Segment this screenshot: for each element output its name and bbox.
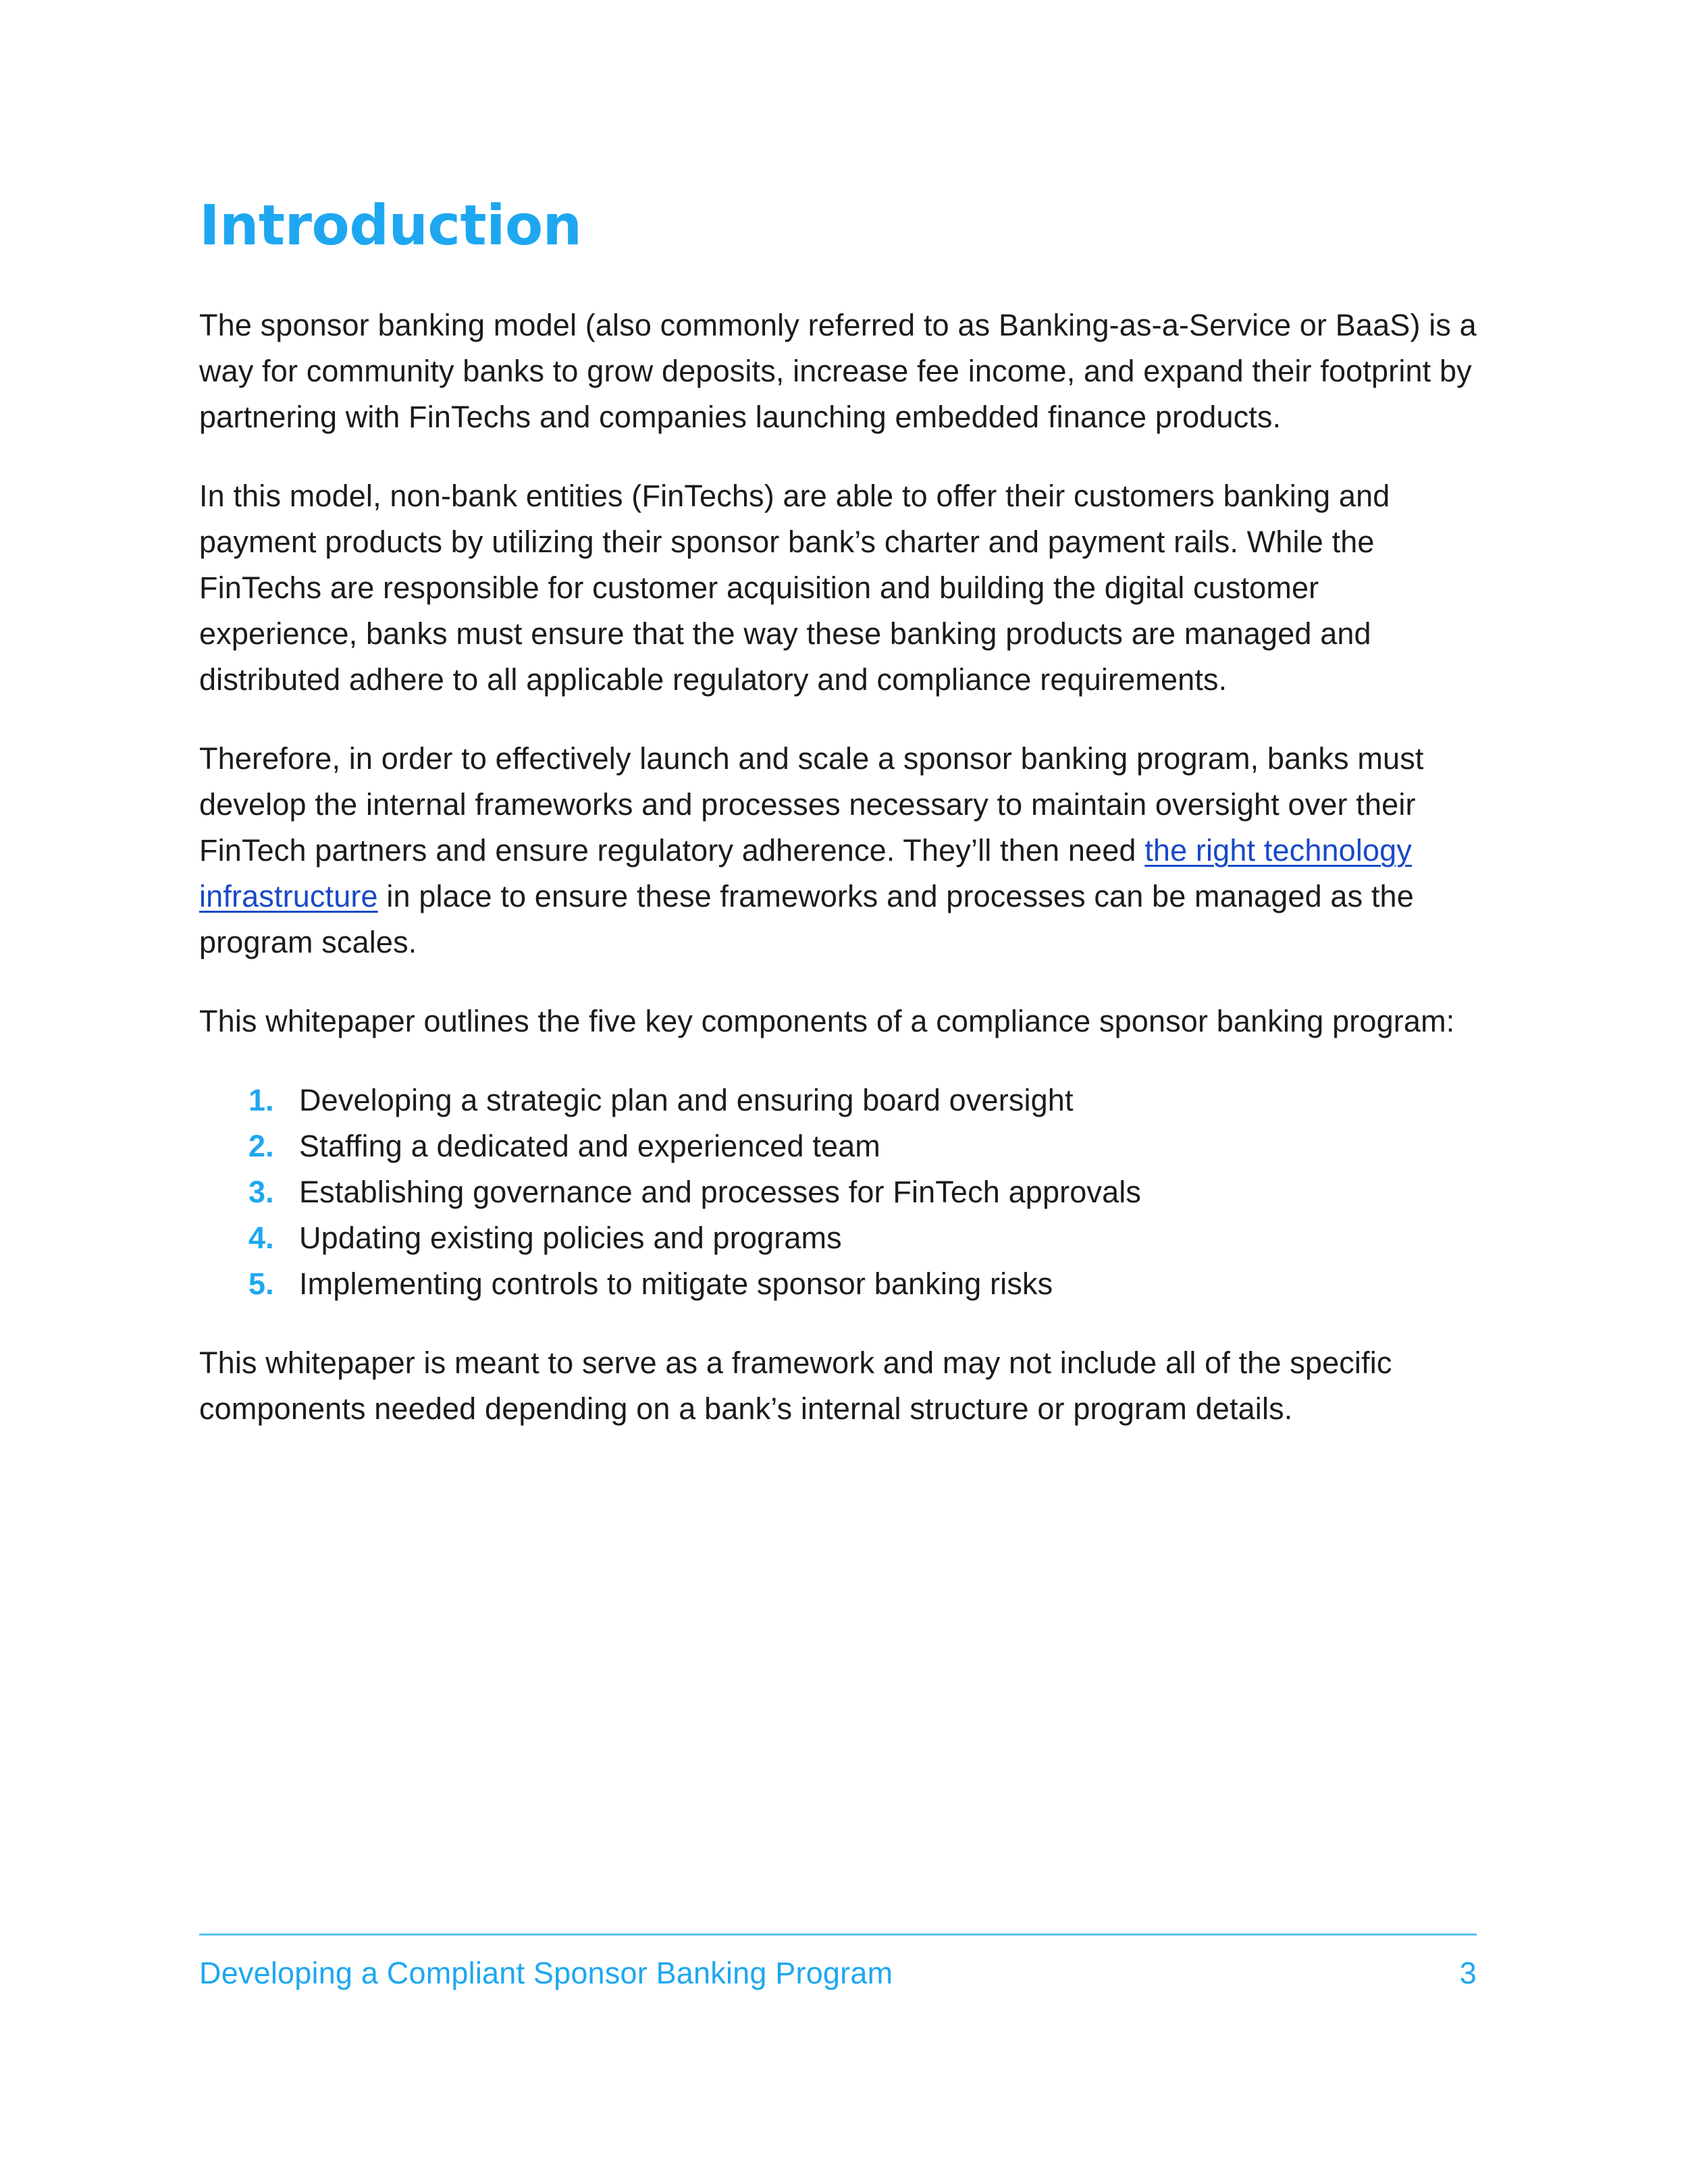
paragraph-3-text-before-link: Therefore, in order to effectively launch and scale a sponsor banking program, banks must develop the internal frameworks and processes necessary to maintain oversight over their FinTech partners and ensure regulatory adherence. They’ll then need <box>199 741 1424 868</box>
list-item-text: Updating existing policies and programs <box>299 1221 842 1256</box>
intro-paragraph-2: In this model, non-bank entities (FinTechs) are able to offer their customers banking and payment products by utilizing their sponsor bank’s charter and payment rails. While the FinTechs are responsible for customer acquisition and building the digital customer experience, banks must ensure that the way these banking products are managed and distributed adhere to all applicable regulatory and compliance requirements. <box>199 479 1390 697</box>
list-item-number: 1. <box>248 1083 274 1118</box>
list-item <box>199 1169 1482 1215</box>
list-item-number: 3. <box>248 1175 274 1210</box>
intro-paragraph-5: This whitepaper is meant to serve as a framework and may not include all of the specific components needed depending on a bank’s internal structure or program details. <box>199 1346 1392 1427</box>
intro-paragraph-3 <box>199 736 1482 965</box>
list-item <box>199 1123 1482 1169</box>
footer-divider <box>199 1934 1477 1936</box>
page-content <box>199 194 1482 1432</box>
page-title: Introduction <box>199 194 582 258</box>
footer-document-title: Developing a Compliant Sponsor Banking Program <box>199 1956 893 1990</box>
paragraph-3-text-after-link: in place to ensure these frameworks and processes can be managed as the program scales. <box>199 879 1414 960</box>
list-item-number: 5. <box>248 1267 274 1302</box>
list-item-text: Developing a strategic plan and ensuring board oversight <box>299 1083 1074 1118</box>
intro-paragraph-1: The sponsor banking model (also commonly referred to as Banking-as-a-Service or BaaS) is a way for community banks to grow deposits, increase fee income, and expand their footprint by partnering with FinTechs and companies launching embedded finance products. <box>199 308 1477 435</box>
list-item-text: Establishing governance and processes for FinTech approvals <box>299 1175 1142 1210</box>
list-item-text: Implementing controls to mitigate sponsor banking risks <box>299 1267 1053 1302</box>
list-item <box>199 1077 1482 1123</box>
list-item-text: Staffing a dedicated and experienced team <box>299 1129 880 1164</box>
page-footer <box>199 1952 1477 1994</box>
technology-infrastructure-link[interactable]: the right technology infrastructure <box>199 833 1412 914</box>
key-components-list <box>199 1077 1482 1307</box>
list-item-number: 2. <box>248 1129 274 1164</box>
intro-paragraph-4: This whitepaper outlines the five key components of a compliance sponsor banking program: <box>199 1004 1455 1039</box>
list-item <box>199 1261 1482 1307</box>
list-item-number: 4. <box>248 1221 274 1256</box>
footer-page-number: 3 <box>1459 1956 1477 1990</box>
list-item <box>199 1215 1482 1261</box>
